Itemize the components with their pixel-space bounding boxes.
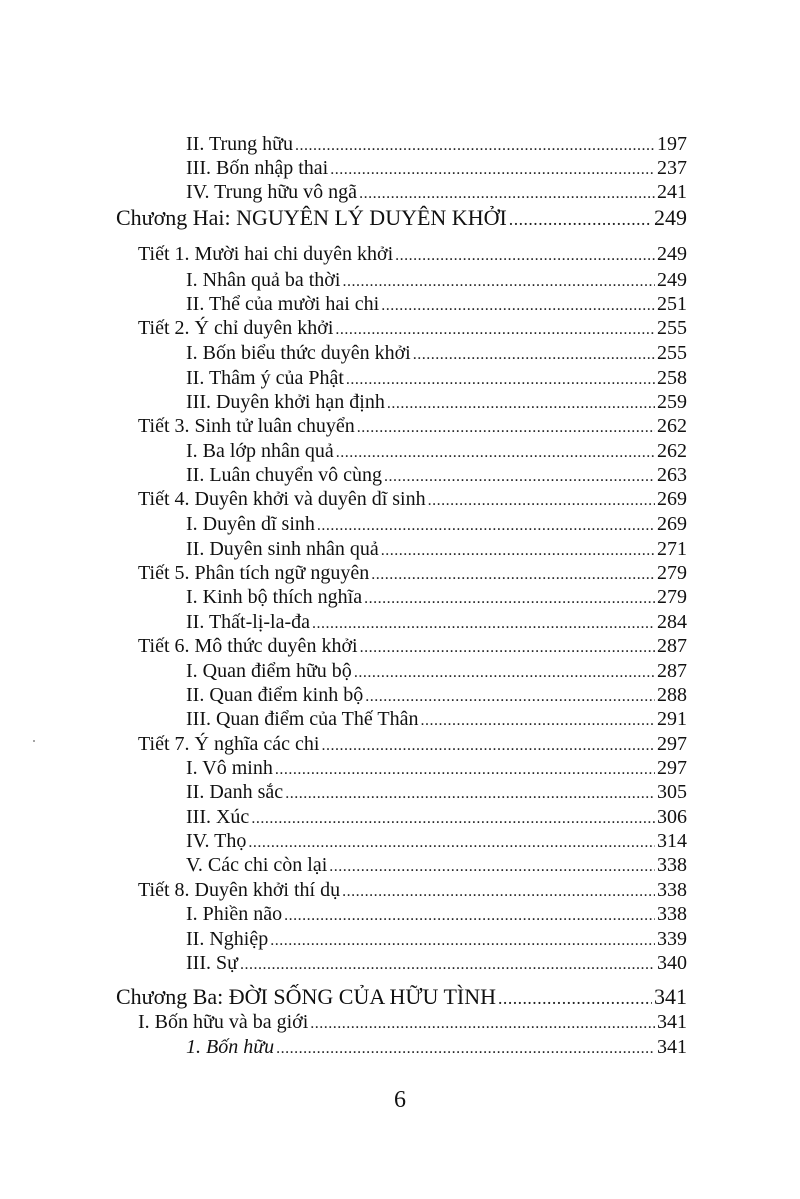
toc-entry: [138, 733, 687, 755]
toc-entry-page: 341: [657, 1011, 687, 1033]
toc-entry-title: V. Các chi còn lại: [186, 854, 328, 876]
toc-entry-title: Tiết 6. Mô thức duyên khởi: [138, 635, 358, 657]
toc-entry: [186, 440, 687, 462]
toc-entry: [186, 757, 687, 779]
toc-entry: [138, 635, 687, 657]
toc-entry-page: 305: [657, 781, 687, 803]
toc-entry-page: 340: [657, 952, 687, 974]
toc-entry-title: I. Quan điểm hữu bộ: [186, 660, 352, 682]
toc-entry: [186, 660, 687, 682]
toc-dot-leader: [364, 590, 655, 608]
toc-entry: [186, 903, 687, 925]
toc-dot-leader: [276, 1040, 655, 1058]
toc-entry-page: 338: [657, 879, 687, 901]
toc-entry: [186, 367, 687, 389]
toc-dot-leader: [354, 664, 655, 682]
toc-entry: [186, 133, 687, 155]
toc-entry-page: 249: [657, 243, 687, 265]
toc-entry-page: 279: [657, 586, 687, 608]
toc-entry-title: II. Luân chuyển vô cùng: [186, 464, 383, 486]
toc-entry-title: II. Trung hữu: [186, 133, 293, 155]
page-number: 6: [394, 1087, 406, 1113]
toc-entry-title: Tiết 7. Ý nghĩa các chi: [138, 733, 320, 755]
toc-entry-page: 262: [657, 440, 687, 462]
toc-entry: [186, 928, 687, 950]
toc-entry-title: III. Sự: [186, 952, 238, 974]
toc-entry-title: Tiết 3. Sinh tử luân chuyển: [138, 415, 355, 437]
toc-entry-title: III. Duyên khởi hạn định: [186, 391, 385, 413]
toc-entry-title: IV. Trung hữu vô ngã: [186, 181, 358, 203]
toc-entry: [186, 157, 687, 179]
toc-entry-page: 258: [657, 367, 687, 389]
toc-entry-page: 297: [657, 757, 687, 779]
toc-dot-leader: [330, 161, 655, 179]
toc-entry: [186, 269, 687, 291]
toc-entry-title: I. Kinh bộ thích nghĩa: [186, 586, 363, 608]
toc-entry: [186, 611, 687, 633]
toc-entry-title: III. Xúc: [186, 806, 250, 828]
toc-entry-page: 269: [657, 488, 687, 510]
toc-entry-page: 341: [657, 1036, 687, 1058]
toc-entry: [186, 293, 687, 315]
toc-entry-page: 291: [657, 708, 687, 730]
toc-dot-leader: [275, 761, 655, 779]
toc-dot-leader: [336, 444, 655, 462]
toc-dot-leader: [381, 297, 655, 315]
toc-entry: [138, 317, 687, 339]
toc-dot-leader: [310, 1015, 655, 1033]
toc-entry-page: 338: [657, 903, 687, 925]
toc-dot-leader: [285, 785, 655, 803]
toc-entry: [186, 806, 687, 828]
toc-entry-page: 263: [657, 464, 687, 486]
toc-entry: [186, 513, 687, 535]
toc-entry-page: 249: [657, 269, 687, 291]
margin-speck: [33, 740, 35, 742]
toc-entry-title: II. Thâm ý của Phật: [186, 367, 344, 389]
toc-entry-title: I. Phiền não: [186, 903, 283, 925]
toc-entry: [186, 854, 687, 876]
toc-entry-page: 255: [657, 342, 687, 364]
toc-entry-title: II. Duyên sinh nhân quả: [186, 538, 379, 560]
toc-entry-title: I. Nhân quả ba thời: [186, 269, 341, 291]
toc-entry-title: Tiết 5. Phân tích ngữ nguyên: [138, 562, 370, 584]
toc-entry-page: 287: [657, 635, 687, 657]
toc-entry: [186, 538, 687, 560]
toc-entry: [138, 562, 687, 584]
toc-dot-leader: [384, 468, 655, 486]
toc-entry-page: 237: [657, 157, 687, 179]
toc-entry-page: 271: [657, 538, 687, 560]
toc-dot-leader: [312, 615, 655, 633]
toc-entry-title: 1. Bốn hữu: [186, 1036, 275, 1058]
toc-entry-title: II. Thất-lị-la-đa: [186, 611, 311, 633]
toc-dot-leader: [387, 395, 655, 413]
toc-entry: [186, 586, 687, 608]
toc-entry-page: 279: [657, 562, 687, 584]
toc-entry-page: 341: [654, 984, 687, 1009]
toc-dot-leader: [342, 883, 655, 901]
toc-entry-page: 249: [654, 205, 687, 230]
toc-entry-title: II. Danh sắc: [186, 781, 284, 803]
toc-entry-page: 306: [657, 806, 687, 828]
toc-dot-leader: [357, 419, 655, 437]
toc-entry-title: II. Quan điểm kinh bộ: [186, 684, 364, 706]
toc-entry: [186, 684, 687, 706]
toc-entry-title: I. Ba lớp nhân quả: [186, 440, 334, 462]
toc-dot-leader: [359, 185, 655, 203]
toc-entry-title: II. Nghiệp: [186, 928, 269, 950]
toc-entry: [186, 391, 687, 413]
toc-dot-leader: [270, 932, 655, 950]
toc-entry-page: 262: [657, 415, 687, 437]
toc-entry: [138, 415, 687, 437]
toc-entry-title: II. Thể của mười hai chi: [186, 293, 380, 315]
toc-dot-leader: [509, 210, 652, 229]
toc-entry-page: 284: [657, 611, 687, 633]
toc-dot-leader: [284, 907, 655, 925]
toc-entry: [186, 181, 687, 203]
toc-entry-page: 197: [657, 133, 687, 155]
toc-dot-leader: [413, 346, 655, 364]
toc-entry-page: 255: [657, 317, 687, 339]
toc-entry-title: Chương Hai: NGUYÊN LÝ DUYÊN KHỞI: [116, 205, 507, 230]
toc-dot-leader: [329, 858, 655, 876]
toc-dot-leader: [248, 834, 655, 852]
toc-dot-leader: [295, 137, 655, 155]
toc-dot-leader: [421, 712, 655, 730]
toc-entry-title: III. Bốn nhập thai: [186, 157, 329, 179]
toc-entry-page: 338: [657, 854, 687, 876]
toc-entry-title: Tiết 4. Duyên khởi và duyên dĩ sinh: [138, 488, 426, 510]
toc-dot-leader: [342, 273, 655, 291]
toc-entry-page: 297: [657, 733, 687, 755]
toc-entry: [186, 464, 687, 486]
toc-entry-page: 314: [657, 830, 687, 852]
toc-entry: [138, 1011, 687, 1033]
toc-dot-leader: [346, 371, 655, 389]
toc-entry: [186, 781, 687, 803]
toc-entry: [186, 1036, 687, 1058]
toc-entry-title: I. Vô minh: [186, 757, 273, 779]
toc-entry-page: 269: [657, 513, 687, 535]
toc-entry: [186, 952, 687, 974]
toc-dot-leader: [321, 737, 655, 755]
toc-entry-page: 287: [657, 660, 687, 682]
toc-dot-leader: [360, 639, 655, 657]
toc-entry-title: I. Bốn biểu thức duyên khởi: [186, 342, 411, 364]
toc-entry-title: I. Bốn hữu và ba giới: [138, 1011, 309, 1033]
toc-dot-leader: [381, 542, 655, 560]
toc-dot-leader: [365, 688, 655, 706]
toc-entry-page: 288: [657, 684, 687, 706]
toc-entry-title: Tiết 1. Mười hai chi duyên khởi: [138, 243, 394, 265]
toc-dot-leader: [371, 566, 655, 584]
toc-entry-title: Tiết 8. Duyên khởi thí dụ: [138, 879, 341, 901]
toc-entry-title: III. Quan điểm của Thế Thân: [186, 708, 419, 730]
toc-dot-leader: [335, 321, 655, 339]
toc-entry-page: 251: [657, 293, 687, 315]
toc-entry-page: 241: [657, 181, 687, 203]
toc-dot-leader: [251, 810, 655, 828]
toc-dot-leader: [317, 517, 655, 535]
toc-entry: [116, 985, 687, 1009]
toc-entry: [116, 206, 687, 230]
toc-entry-title: I. Duyên dĩ sinh: [186, 513, 315, 535]
toc-dot-leader: [240, 956, 655, 974]
toc-entry: [138, 879, 687, 901]
toc-entry-page: 259: [657, 391, 687, 413]
toc-entry-title: IV. Thọ: [186, 830, 247, 852]
toc-entry: [186, 708, 687, 730]
toc-dot-leader: [428, 492, 655, 510]
toc-entry: [186, 342, 687, 364]
toc-entry: [186, 830, 687, 852]
toc-entry-page: 339: [657, 928, 687, 950]
toc-entry-title: Chương Ba: ĐỜI SỐNG CỦA HỮU TÌNH: [116, 984, 497, 1009]
toc-entry: [138, 488, 687, 510]
toc-dot-leader: [498, 989, 652, 1008]
toc-entry-title: Tiết 2. Ý chỉ duyên khởi: [138, 317, 334, 339]
toc-dot-leader: [395, 247, 655, 265]
toc-entry: [138, 243, 687, 265]
